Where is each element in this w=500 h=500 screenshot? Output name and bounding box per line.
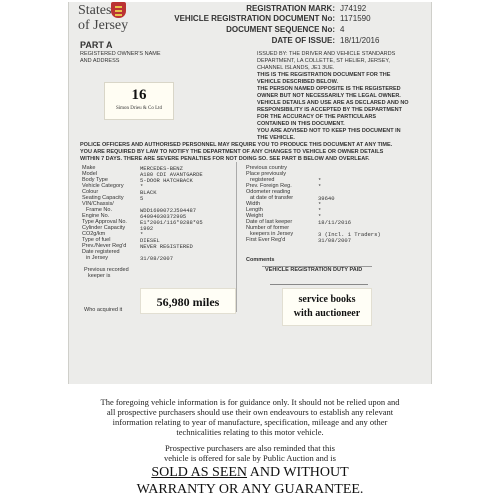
field-label: Make [82, 165, 96, 171]
field-value: * [318, 213, 322, 220]
service-sticker [282, 288, 372, 326]
part-a-title: PART A [80, 40, 113, 50]
warranty-heading: WARRANTY OR ANY GUARANTEE. [136, 482, 364, 497]
disclaimer-line: Prospective purchasers are also reminded that this [165, 443, 335, 453]
mileage-text: 56,980 miles [156, 295, 220, 309]
field-value: 5 [140, 195, 144, 202]
sold-as-seen-text: SOLD AS SEEN [151, 465, 248, 480]
field-value: * [318, 183, 322, 190]
field-value: 5-DOOR HATCHBACK [140, 177, 193, 184]
field-label: Place previously [246, 171, 287, 177]
field-value: * [318, 207, 322, 214]
signature-line [270, 278, 368, 285]
field-value: A180 CDI AVANTGARDE [140, 171, 203, 178]
doc-number-label: VEHICLE REGISTRATION DOCUMENT No: [174, 14, 335, 23]
field-label: Weight [246, 213, 264, 219]
doc-sequence-value: 4 [340, 25, 345, 34]
field-label: First Ever Reg'd [246, 237, 286, 243]
field-label: Date registered [82, 249, 120, 255]
sticker-company: Simon Drieu & Co Ltd [115, 106, 163, 111]
disclaimer-line: all prospective purchasers should use their own endeavours to establish any relevant [106, 407, 394, 417]
who-acquired-label: Who acquired it [84, 307, 123, 313]
logo-text-states: States [78, 3, 112, 18]
field-label: Previous country [246, 165, 287, 171]
field-value: 31/08/2007 [140, 255, 174, 262]
field-label: at date of transfer [250, 195, 294, 201]
field-value: BLACK [140, 189, 157, 196]
service-text-2: with auctioneer [293, 308, 361, 319]
field-label: VIN/Chassis/ [82, 201, 114, 207]
field-label: in Jersey [86, 255, 109, 261]
field-label: Width [246, 201, 261, 207]
field-value: E1*2001/116*0288*05 [140, 219, 203, 226]
reg-mark-value: J74192 [340, 4, 367, 13]
field-value: 39640 [318, 195, 335, 202]
sticker-number: 16 [131, 87, 147, 103]
field-value: 64094030372905 [140, 213, 187, 220]
mileage-sticker [140, 288, 236, 314]
field-label: Engine No. [82, 213, 110, 219]
field-value: * [140, 231, 144, 238]
logo-text-jersey: of Jersey [78, 18, 129, 33]
field-label: Number of former [246, 225, 290, 231]
prev-keeper-label: Previous recorded [84, 267, 129, 273]
doc-sequence-label: DOCUMENT SEQUENCE No: [226, 25, 335, 34]
field-label: Date of last keeper [246, 219, 293, 225]
field-value: * [318, 177, 322, 184]
field-label: Cylinder Capacity [82, 225, 126, 231]
field-label: Type Approval No. [82, 219, 127, 225]
reg-mark-label: REGISTRATION MARK: [246, 4, 335, 13]
field-label: Prev./Never Reg'd [82, 243, 127, 249]
owner-sticker [104, 82, 174, 120]
prev-keeper-label: keeper is [88, 273, 111, 279]
issue-date-value: 18/11/2016 [340, 36, 380, 45]
field-value: * [318, 201, 322, 208]
disclaimer-line: technicalities relating to this motor vehicle. [176, 427, 324, 437]
issue-date-label: DATE OF ISSUE: [271, 36, 335, 45]
auction-disclaimer [0, 384, 500, 500]
field-value: 31/08/2007 [318, 237, 352, 244]
owner-label-1: REGISTERED OWNER'S NAME [80, 51, 161, 57]
field-label: keepers in Jersey [250, 231, 294, 237]
field-value: DIESEL [140, 237, 160, 244]
field-label: Colour [82, 189, 99, 195]
field-value: NEVER REGISTERED [140, 243, 193, 250]
field-label: Body Type [82, 177, 108, 183]
field-label: Length [246, 207, 263, 213]
field-value: 3 (Incl. 1 Traders) [318, 231, 381, 238]
field-label: registered [250, 177, 275, 183]
scanned-document-photo: States of Jersey REGISTRATION MARK: J74192 VEHICLE REGISTRATION DOCUMENT No: 1171590 DOCUMENT SEQUENCE No: 4 DATE OF ISSUE: 18/11/2016 PART A REGISTERED OWNER'S NAME AND ADDRESS 16 Simon Drieu & Co Ltd ISSUED BY: THE DRIVER AND VEHICLE STANDARDS DEPARTMENT, LA COLLETTE, ST HELIER, JERSEY, CHANNEL ISLANDS, JE1 3UE. THIS IS THE REGISTRATION DOCUMENT FOR THE VEHICLE DESCRIBED BELOW. THE PERSON NAMED OPPOSITE IS THE REGISTERED OWNER BUT NOT NECESSARILY THE LEGAL OWNER. VEHICLE DETAILS AND USE ARE AS DECLARED AND NO RESPONSIBILITY IS ACCEPTED BY THE DEPARTMENT FOR THE ACCURACY OF THE PARTICULARS CONTAINED IN THIS DOCUMENT. YOU ARE ADVISED NOT TO KEEP THIS DOCUMENT IN THE VEHICLE. POLICE OFFICERS AND AUTHORISED PERSONNEL MAY REQUIRE YOU TO PRODUCE THIS DOCUMENT AT ANY TIME. YOU ARE REQUIRED BY LAW TO NOTIFY THE DEPARTMENT OF ANY CHANGES TO VEHICLE OR OWNER DETAILS WITHIN 7 DAYS. THERE ARE SEVERE PENALTIES FOR NOT DOING SO. SEE PART B BELOW AND OVERLEAF. Make MERCEDES-BENZ Model A180 CDI AVANTGARDE Body Type 5-DOOR HATCHBACK Vehicle Category * Colour BLACK Seating Capacity 5 VIN/Chassis/ Frame No. WDD1690072J504487 Engine No. 64094030372905 Type Approval No. E1*2001/116*0288*05 Cylinder Capacity 1992 CO2g/km * Type of fuel DIESEL Prev./Never Reg'd NEVER REGISTERED Date registered in Jersey 31/08/2007 Previous recorded keeper is Who acquired it Previous country Place previously registered * Prev. Foreign Reg. * Odometer reading at date of transfer 39640 Width * Length * Weight * Date of last keeper 18/11/2016 Number of former keepers in Jersey 3 (Incl. 1 Traders) First Ever Reg'd 31/08/2007 Comments VEHICLE REGISTRATION DUTY PAID 56,980 miles service books with auctioneer The foregoing vehicle information is for guidance only. It should not be relied upon and all prospective purchasers should use their own endeavours to establish any relevant information relating to year of manufacture, specification, mileage and any other technicalities relating to this motor vehicle. Prospective purchasers are also reminded that this vehicle is offered for sale by Public Auction and is SOLD AS SEEN AND WITHOUT WARRANTY OR ANY GUARANTEE. [0, 0, 500, 500]
field-label: CO2g/km [82, 231, 106, 237]
doc-number-value: 1171590 [340, 14, 371, 23]
sold-as-seen-heading [0, 466, 500, 480]
field-value: 1992 [140, 225, 154, 232]
duty-paid-label: VEHICLE REGISTRATION DUTY PAID [265, 267, 363, 273]
field-value: MERCEDES-BENZ [140, 165, 183, 172]
service-text-1: service books [298, 294, 356, 305]
field-value: 18/11/2016 [318, 219, 352, 226]
field-label: Seating Capacity [82, 195, 124, 201]
field-label: Prev. Foreign Reg. [246, 183, 292, 189]
field-label: Vehicle Category [82, 183, 124, 189]
field-label: Odometer reading [246, 189, 291, 195]
column-divider [236, 162, 237, 312]
disclaimer-line: The foregoing vehicle information is for guidance only. It should not be relied upon and [100, 397, 400, 407]
field-label: Model [82, 171, 97, 177]
field-value: * [140, 183, 144, 190]
field-label: Frame No. [86, 207, 112, 213]
disclaimer-line: information relating to year of manufacture, specification, mileage and any other [112, 417, 388, 427]
comments-label: Comments [246, 257, 275, 263]
jersey-crest-icon [111, 2, 126, 18]
field-label: Type of fuel [82, 237, 111, 243]
field-value: WDD1690072J504487 [140, 207, 197, 214]
disclaimer-line: vehicle is offered for sale by Public Auction and is [164, 453, 336, 463]
owner-label-2: AND ADDRESS [80, 58, 120, 64]
without-text: AND WITHOUT [247, 465, 349, 480]
